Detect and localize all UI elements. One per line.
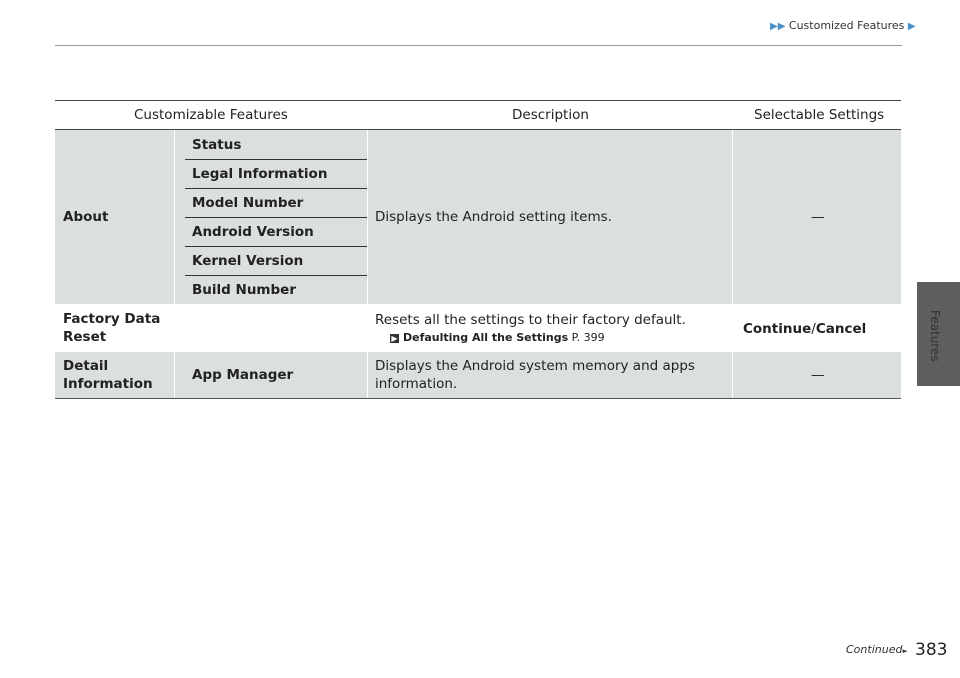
group-detail-line1: Detail [63, 358, 109, 374]
header-rule [55, 45, 902, 46]
table-row-detail-information [55, 352, 901, 399]
column-divider [174, 352, 175, 398]
features-table [55, 100, 901, 399]
setting-continue: Continue [743, 321, 812, 337]
column-divider [732, 352, 733, 398]
table-row-factory-reset [55, 305, 901, 351]
item-build-number: Build Number [192, 282, 296, 298]
list-item [185, 246, 365, 275]
detail-description-line1: Displays the Android system memory and apps [375, 358, 695, 374]
list-item [185, 217, 365, 246]
column-divider [367, 352, 368, 398]
item-android-version: Android Version [192, 224, 314, 240]
section-tab-label: Features [928, 310, 942, 362]
item-status: Status [192, 137, 242, 153]
table-header [55, 100, 901, 130]
reference-link[interactable]: Defaulting All the Settings [403, 331, 569, 344]
continued-label: Continued► [846, 643, 908, 656]
table-row-about [55, 130, 901, 304]
column-divider [732, 130, 733, 304]
list-item [185, 130, 365, 159]
header-selectable-settings: Selectable Settings [754, 107, 885, 123]
arrow-right-icon: ▶ [907, 21, 916, 32]
setting-separator: / [811, 321, 816, 337]
group-factory-line2: Reset [63, 329, 107, 345]
group-about: About [63, 209, 109, 225]
page-number: 383 [915, 640, 948, 660]
list-item [185, 159, 365, 188]
header-customizable-features: Customizable Features [134, 107, 288, 123]
item-kernel-version: Kernel Version [192, 253, 304, 269]
factory-setting [743, 321, 866, 337]
continued-text: Continued [846, 643, 903, 656]
group-detail-line2: Information [63, 376, 153, 392]
about-setting: — [811, 209, 825, 225]
group-factory-line1: Factory Data [63, 311, 161, 327]
cross-reference [390, 331, 605, 344]
item-model-number: Model Number [192, 195, 304, 211]
header-description: Description [512, 107, 589, 123]
reference-page: P. 399 [571, 331, 605, 344]
item-app-manager: App Manager [192, 367, 294, 383]
list-item [185, 275, 365, 304]
factory-description: Resets all the settings to their factory default. [375, 312, 686, 328]
list-item [185, 188, 365, 217]
item-legal-information: Legal Information [192, 166, 328, 182]
column-divider [174, 130, 175, 304]
arrow-right-icon: ▶▶ [770, 21, 786, 32]
setting-cancel: Cancel [815, 321, 867, 337]
breadcrumb-text: Customized Features [788, 19, 905, 32]
breadcrumb [770, 19, 916, 32]
arrow-right-icon: ▶ [391, 334, 398, 343]
detail-description-line2: information. [375, 376, 458, 392]
detail-setting: — [811, 367, 825, 383]
column-divider [367, 130, 368, 304]
about-description: Displays the Android setting items. [375, 209, 612, 225]
